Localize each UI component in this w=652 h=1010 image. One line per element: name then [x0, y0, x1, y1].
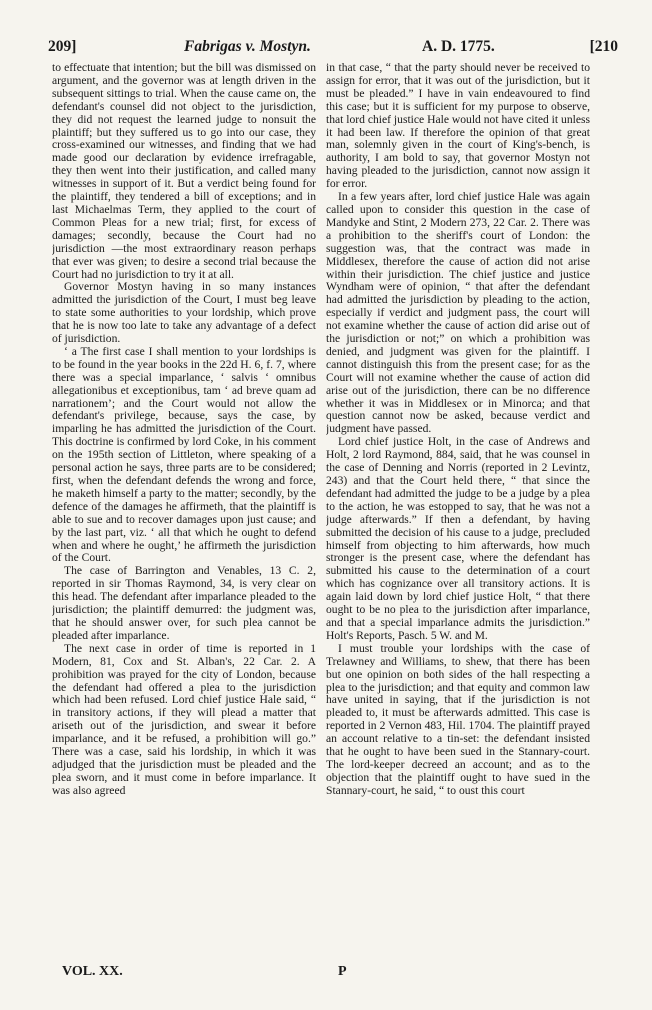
volume-label: VOL. XX. [62, 964, 123, 979]
paragraph: The next case in order of time is reported in 1 Modern, 81, Cox and St. Alban's, 22 Car. 2. A prohibition was prayed for the city of London, because the defendant had offered a plea to the jurisdiction which had been refused. Lord chief justice Hale said, “ in transitory actions, if they will plead a matter that ariseth out of the jurisdiction, and swear it before imparlance, and it be refused, a prohibition will go.” There was a case, said his lordship, in which it was adjudged that the jurisdiction must be pleaded and the plea sworn, and it must come in before imparlance. It was also agreed [52, 641, 316, 797]
running-title: Fabrigas v. Mostyn. [184, 38, 311, 55]
paragraph: The case of Barrington and Venables, 13 C. 2, reported in sir Thomas Raymond, 34, is very clear on this head. The defendant after imparlance pleaded to the jurisdiction; the plaintiff demurred: the judgment was, that he should answer over, for such plea cannot be pleaded after imparlance. [52, 564, 316, 642]
running-header [48, 36, 618, 58]
left-column [52, 62, 316, 962]
page-number-left: 209] [48, 38, 77, 55]
year-label: A. D. 1775. [422, 38, 495, 55]
paragraph: Governor Mostyn having in so many instances admitted the jurisdiction of the Court, I must beg leave to state some authorities to your lordship, which prove that he is now too late to take any advantage of a defect of jurisdiction. [52, 280, 316, 346]
paragraph: In a few years after, lord chief justice Hale was again called upon to consider this question in the case of Mandyke and Stint, 2 Modern 273, 22 Car. 2. There was a prohibition to the sheriff's court of London: the suggestion was, that the contract was made in Middlesex, therefore the cause of action did not arise within their jurisdiction. The chief justice and justice Wyndham were of opinion, “ that after the defendant had admitted the jurisdiction by pleading to the action, especially if verdict and judgment pass, the court will not examine whether the cause of action did arise out of the jurisdiction or not;” on which a prohibition was denied, and judgment was given for the plaintiff. I cannot distinguish this from the present case; for as the Court will not examine whether the cause of action did arise out of the jurisdiction, there can be no difference whether it was in Middlesex or in Minorca; and that question cannot now be asked, because verdict and judgment have passed. [326, 190, 590, 436]
paragraph: ‘ a The first case I shall mention to your lordships is to be found in the year books in the 22d H. 6, f. 7, where there was a special imparlance, ‘ salvis ‘ omnibus allegationibus et exceptionibus, tam ‘ ad breve quam ad narrationem’; and the Court would not allow the defendant's privilege, because, says the case, by imparling he has admitted the jurisdiction of the Court. This doctrine is confirmed by lord Coke, in his comment on the 195th section of Littleton, where speaking of a personal action he says, three parts are to be considered; first, when the defendant defends the wrong and force, he maketh himself a party to the matter; secondly, by the defence of the damages he affirmeth, that the plaintiff is able to sue and to recover damages upon just cause; and by the last part, viz. ‘ all that which he ought to defend when and where he ought,’ he affirmeth the jurisdiction of the Court. [52, 344, 316, 565]
right-column [326, 62, 590, 962]
paragraph: Lord chief justice Holt, in the case of Andrews and Holt, 2 lord Raymond, 884, said, that he was counsel in the case of Denning and Norris (reported in 2 Levintz, 243) and that the Court held there, “ that since the defendant had admitted the judge to be a judge by a plea to the action, he was estopped to say, that he was not a judge afterwards.” If then a defendant, by having submitted the decision of his cause to a judge, precluded himself from objecting to him afterwards, how much stronger is the present case, where the defendant has submitted his cause to the determination of a court which has cognizance over all transitory actions. It is again laid down by lord chief justice Holt, “ that there ought to be no plea to the jurisdiction after imparlance, and that a special imparlance admits the jurisdiction.” Holt's Reports, Pasch. 5 W. and M. [326, 435, 590, 642]
page-footer [62, 962, 582, 982]
paragraph: to effectuate that intention; but the bill was dismissed on argument, and the governor was at length driven in the subsequent sittings to trial. When the cause came on, the defendant's counsel did not object to the jurisdiction, they did not request the learned judge to nonsuit the plaintiff; but they suffered us to go into our case, they cross-examined our witnesses, and finding that we had made good our declaration by evidence irrefragable, they then went into their justification, and called many witnesses in support of it. But a verdict being found for the plaintiff, they tendered a bill of exceptions; and in last Michaelmas Term, they applied to the court of Common Pleas for a new trial; first, for excess of damages; secondly, because the Court had no jurisdiction —the most extraordinary reason perhaps that ever was given; to desire a second trial because the Court had no jurisdiction to try it at all. [52, 62, 316, 281]
signature-mark: P [338, 964, 347, 979]
page-number-right: [210 [589, 38, 618, 55]
paragraph: I must trouble your lordships with the case of Trelawney and Williams, to shew, that there has been but one opinion on both sides of the hall respecting a plea to the jurisdiction; and that equity and common law have united in saying, that if the jurisdiction is not pleaded to, it must be afterwards admitted. This case is reported in 2 Vernon 483, Hil. 1704. The plaintiff prayed an account relative to a tin-set: the defendant insisted that he ought to have been sued in the Stannary-court. The lord-keeper decreed an account; and as to the objection that the plaintiff ought to have sued in the Stannary-court, he said, “ to oust this court [326, 641, 590, 797]
paragraph: in that case, “ that the party should never be received to assign for error, that it was out of the jurisdiction, but it must be pleaded.” I have in vain endeavoured to find this case; but it is sufficient for my purpose to observe, that lord chief justice Hale would not have cited it unless it had been law. If therefore the opinion of that great man, solemnly given in the court of King's-bench, is authority, I am bold to say, that governor Mostyn not having pleaded to the jurisdiction, cannot now assign it for error. [326, 62, 590, 191]
